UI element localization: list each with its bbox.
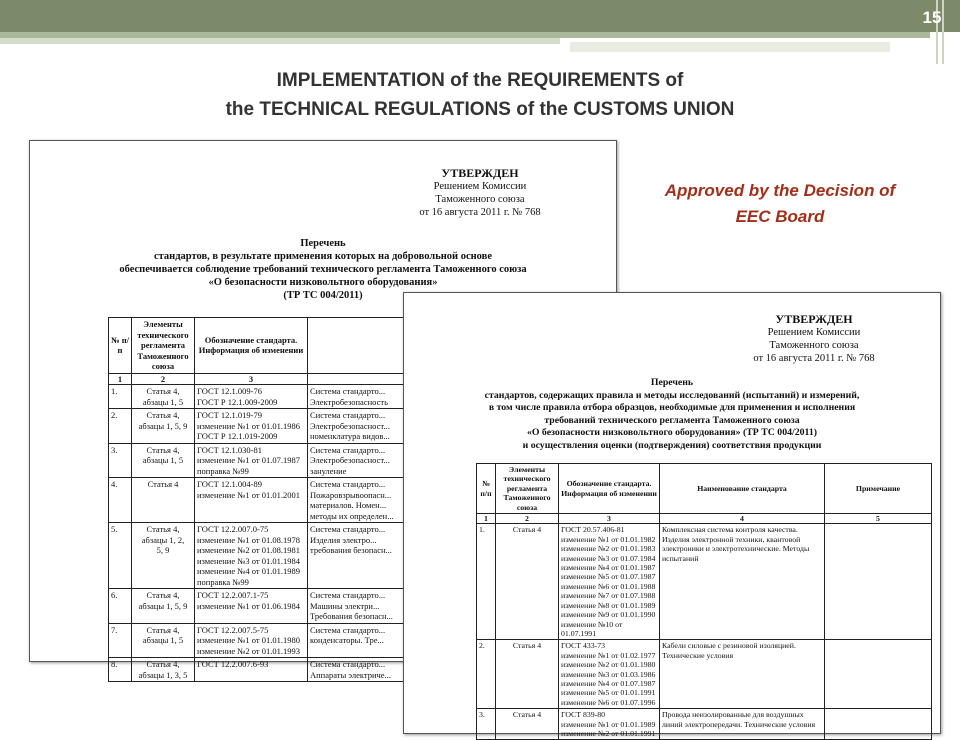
table-cell-std: ГОСТ 12.2.007.5-75 изменение №1 от 01.01.1980 изменение №2 от 01.01.1993: [195, 623, 308, 658]
slide-number: 15: [922, 8, 942, 27]
table-cell-std: ГОСТ 433-73 изменение №1 от 01.02.1977 изменение №2 от 01.01.1980 изменение №3 от 01.03.1986 изменение №4 от 01.07.1987 изменение №5 от 01.01.1991 изменение №6 от 01.07.1996: [559, 640, 660, 709]
column-number: 1: [477, 514, 496, 524]
slide-title: [120, 66, 840, 124]
table-cell-n: 5.: [109, 523, 132, 589]
table-cell-name: Система стандарто... Электробезопасност... номенклатура видов...: [308, 409, 628, 444]
document-heading-line: и осуществления оценки (подтверждения) соответствия продукции: [522, 439, 822, 451]
approval-stamp-line: Таможенного союза: [435, 194, 525, 205]
table-cell-el: Статья 4, абзацы 1, 3, 5: [132, 658, 195, 682]
table-cell-note: [825, 709, 932, 740]
table-cell-el: Статья 4, абзацы 1, 5: [132, 385, 195, 409]
table-cell-name: Система стандарто... Изделия электро... требования безопасн...: [308, 523, 628, 589]
column-header: Элементы технического регламента Таможенного союза: [496, 464, 559, 514]
table-cell-std: ГОСТ 12.2.007.6-93: [195, 658, 308, 682]
table-cell-n: 2.: [477, 640, 496, 709]
approval-note-line1: Approved by the Decision of: [664, 181, 896, 200]
document-heading-line: «О безопасности низковольтного оборудования» (ТР ТС 004/2011): [526, 427, 818, 438]
table-cell-std: ГОСТ 12.1.009-76 ГОСТ Р 12.1.009-2009: [195, 385, 308, 409]
approval-stamp: [380, 167, 580, 219]
document-heading-line: Перечень: [300, 238, 346, 249]
standards-table: [476, 463, 932, 740]
slide-header-bar: [0, 0, 960, 32]
column-header: № п/п: [477, 464, 496, 514]
document-heading-line: «О безопасности низковольтного оборудования»: [208, 277, 438, 288]
table-cell-n: 1.: [477, 524, 496, 640]
table-cell-name: Система стандарто... Машины электри... Требования безопасн...: [308, 589, 628, 624]
column-number: 2: [496, 514, 559, 524]
column-header: Наименование стандарта: [660, 464, 825, 514]
slide-header-stripe-light: [0, 38, 560, 44]
document-heading-line: (ТР ТС 004/2011): [283, 290, 363, 301]
table-cell-el: Статья 4, абзацы 1, 5: [132, 623, 195, 658]
table-cell-n: 2.: [109, 409, 132, 444]
table-cell-note: [825, 524, 932, 640]
document-heading-line: Перечень: [650, 377, 694, 388]
table-cell-el: Статья 4, абзацы 1, 2, 5, 9: [132, 523, 195, 589]
table-cell-name: Провода неизолированные для воздушных линий электропередачи. Технические условия: [660, 709, 825, 740]
slide-header-accent: [570, 42, 890, 52]
column-number: 4: [660, 514, 825, 524]
table-row: [477, 524, 932, 640]
table-cell-n: 7.: [109, 623, 132, 658]
table-cell-std: ГОСТ 12.1.019-79 изменение №1 от 01.01.1986 ГОСТ Р 12.1.019-2009: [195, 409, 308, 444]
approval-stamp-heading: УТВЕРЖДЕН: [441, 166, 519, 180]
approval-stamp-heading: УТВЕРЖДЕН: [775, 312, 853, 326]
table-cell-note: [825, 640, 932, 709]
column-header: № п/п: [109, 318, 132, 374]
table-cell-el: Статья 4, абзацы 1, 5, 9: [132, 409, 195, 444]
approval-stamp-line: Решением Комиссии: [767, 327, 861, 338]
table-cell-el: Статья 4, абзацы 1, 5: [132, 443, 195, 478]
table-cell-std: ГОСТ 12.1.004-89 изменение №1 от 01.01.2001: [195, 478, 308, 523]
column-header: Элементы технического регламента Таможенного союза: [132, 318, 195, 374]
document-heading-line: обеспечивается соблюдение требований технического регламента Таможенного союза: [119, 264, 527, 275]
column-number: 3: [559, 514, 660, 524]
table-cell-el: Статья 4: [496, 709, 559, 740]
table-cell-std: ГОСТ 12.1.030-81 изменение №1 от 01.07.1987 поправка №99: [195, 443, 308, 478]
document-heading: [414, 377, 930, 452]
table-cell-n: 8.: [109, 658, 132, 682]
table-cell-std: ГОСТ 12.2.007.0-75 изменение №1 от 01.08.1978 изменение №2 от 01.08.1981 изменение №3 от 01.01.1984 изменение №4 от 01.01.1989 поправка №99: [195, 523, 308, 589]
table-cell-n: 3.: [477, 709, 496, 740]
column-number: 2: [132, 373, 195, 385]
column-number: 5: [825, 514, 932, 524]
approval-stamp-line: от 16 августа 2011 г. № 768: [753, 353, 875, 364]
approval-stamp-line: от 16 августа 2011 г. № 768: [419, 207, 541, 218]
column-header: Примечание: [825, 464, 932, 514]
table-row: [477, 709, 932, 740]
slide-title-line1: IMPLEMENTATION of the REQUIREMENTS of: [276, 70, 684, 91]
table-cell-el: Статья 4: [132, 478, 195, 523]
table-cell-el: Статья 4, абзацы 1, 5, 9: [132, 589, 195, 624]
document-heading-line: стандартов, содержащих правила и методы исследований (испытаний) и измерений,: [484, 389, 860, 401]
column-number: 1: [109, 373, 132, 385]
table-cell-name: Комплексная система контроля качества. Изделия электронной техники, квантовой электроники и электротехнические. Методы испытаний: [660, 524, 825, 640]
table-cell-el: Статья 4: [496, 524, 559, 640]
table-row: [477, 640, 932, 709]
column-header: Обозначение стандарта. Информация об изменении: [195, 318, 308, 374]
document-scan-test-methods-list: [403, 292, 941, 738]
approval-note: [620, 178, 940, 230]
table-cell-name: Кабели силовые с резиновой изоляцией. Технические условия: [660, 640, 825, 709]
table-cell-n: 4.: [109, 478, 132, 523]
table-cell-n: 1.: [109, 385, 132, 409]
table-cell-name: Система стандарто... Электробезопасност... зануление: [308, 443, 628, 478]
approval-stamp-line: Таможенного союза: [769, 340, 859, 351]
approval-stamp: [714, 313, 914, 365]
table-cell-std: ГОСТ 12.2.007.1-75 изменение №1 от 01.06.1984: [195, 589, 308, 624]
table-cell-name: Система стандарто... Аппараты электриче...: [308, 658, 628, 682]
table-cell-n: 6.: [109, 589, 132, 624]
table-cell-el: Статья 4: [496, 640, 559, 709]
table-cell-name: Система стандарто... конденсаторы. Тре...: [308, 623, 628, 658]
table-cell-std: ГОСТ 839-80 изменение №1 от 01.01.1989 изменение №2 от 01.01.1991: [559, 709, 660, 740]
table-cell-std: ГОСТ 20.57.406-81 изменение №1 от 01.01.1982 изменение №2 от 01.01.1983 изменение №3 от 01.07.1984 изменение №4 от 01.01.1987 изменение №5 от 01.07.1987 изменение №6 от 01.01.1988 изменение №7 от 01.07.1988 изменение №8 от 01.01.1989 изменение №9 от 01.01.1990 изменение №10 от 01.07.1991: [559, 524, 660, 640]
table-cell-name: Система стандарто... Электробезопасность: [308, 385, 628, 409]
column-header: Обозначение стандарта. Информация об изменении: [559, 464, 660, 514]
document-heading-line: в том числе правила отбора образцов, необходимые для применения и исполнения: [488, 402, 856, 413]
column-number: 3: [195, 373, 308, 385]
approval-stamp-line: Решением Комиссии: [433, 181, 527, 192]
table-cell-name: Система стандарто... Пожаровзрывоопасн... материалов. Номен... методы их определен...: [308, 478, 628, 523]
document-heading-line: требований технического регламента Таможенного союза: [544, 414, 800, 426]
document-heading-line: стандартов, в результате применения которых на добровольной основе: [153, 251, 492, 262]
table-cell-n: 3.: [109, 443, 132, 478]
slide-title-line2: the TECHNICAL REGULATIONS of the CUSTOMS UNION: [225, 99, 735, 120]
approval-note-line2: EEC Board: [735, 207, 825, 226]
